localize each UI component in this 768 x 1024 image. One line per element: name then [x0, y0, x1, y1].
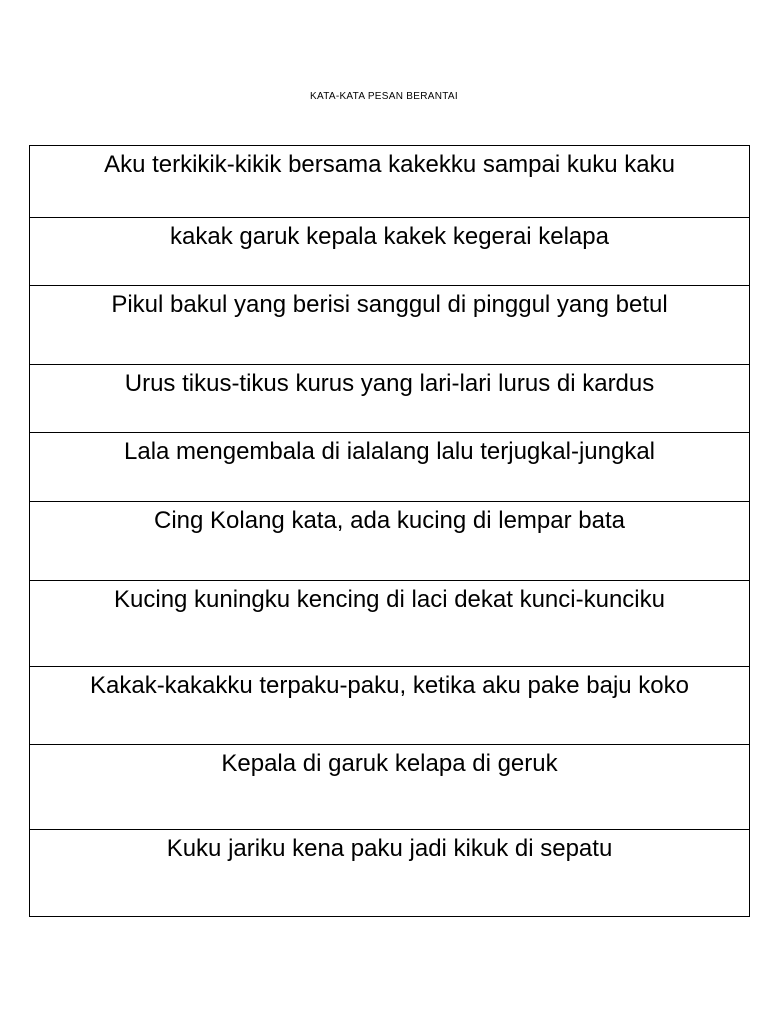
phrase-cell: Lala mengembala di ialalang lalu terjugkal-jungkal — [30, 433, 750, 502]
phrase-cell: Kucing kuningku kencing di laci dekat kunci-kunciku — [30, 581, 750, 667]
table-row — [30, 218, 750, 286]
phrase-cell: Kuku jariku kena paku jadi kikuk di sepatu — [30, 830, 750, 917]
table-row — [30, 433, 750, 502]
phrase-cell: Pikul bakul yang berisi sanggul di pinggul yang betul — [30, 286, 750, 365]
table-row — [30, 745, 750, 830]
phrase-cell: Urus tikus-tikus kurus yang lari-lari lurus di kardus — [30, 365, 750, 433]
table-row — [30, 365, 750, 433]
phrase-table — [29, 145, 750, 917]
table-row — [30, 830, 750, 917]
phrase-cell: Aku terkikik-kikik bersama kakekku sampai kuku kaku — [30, 146, 750, 218]
table-row — [30, 667, 750, 745]
phrase-cell: kakak garuk kepala kakek kegerai kelapa — [30, 218, 750, 286]
document-title: KATA-KATA PESAN BERANTAI — [310, 91, 458, 102]
table-row — [30, 581, 750, 667]
phrase-cell: Cing Kolang kata, ada kucing di lempar bata — [30, 502, 750, 581]
phrase-cell: Kakak-kakakku terpaku-paku, ketika aku pake baju koko — [30, 667, 750, 745]
table-row — [30, 286, 750, 365]
phrase-cell: Kepala di garuk kelapa di geruk — [30, 745, 750, 830]
table-row — [30, 502, 750, 581]
table-row — [30, 146, 750, 218]
